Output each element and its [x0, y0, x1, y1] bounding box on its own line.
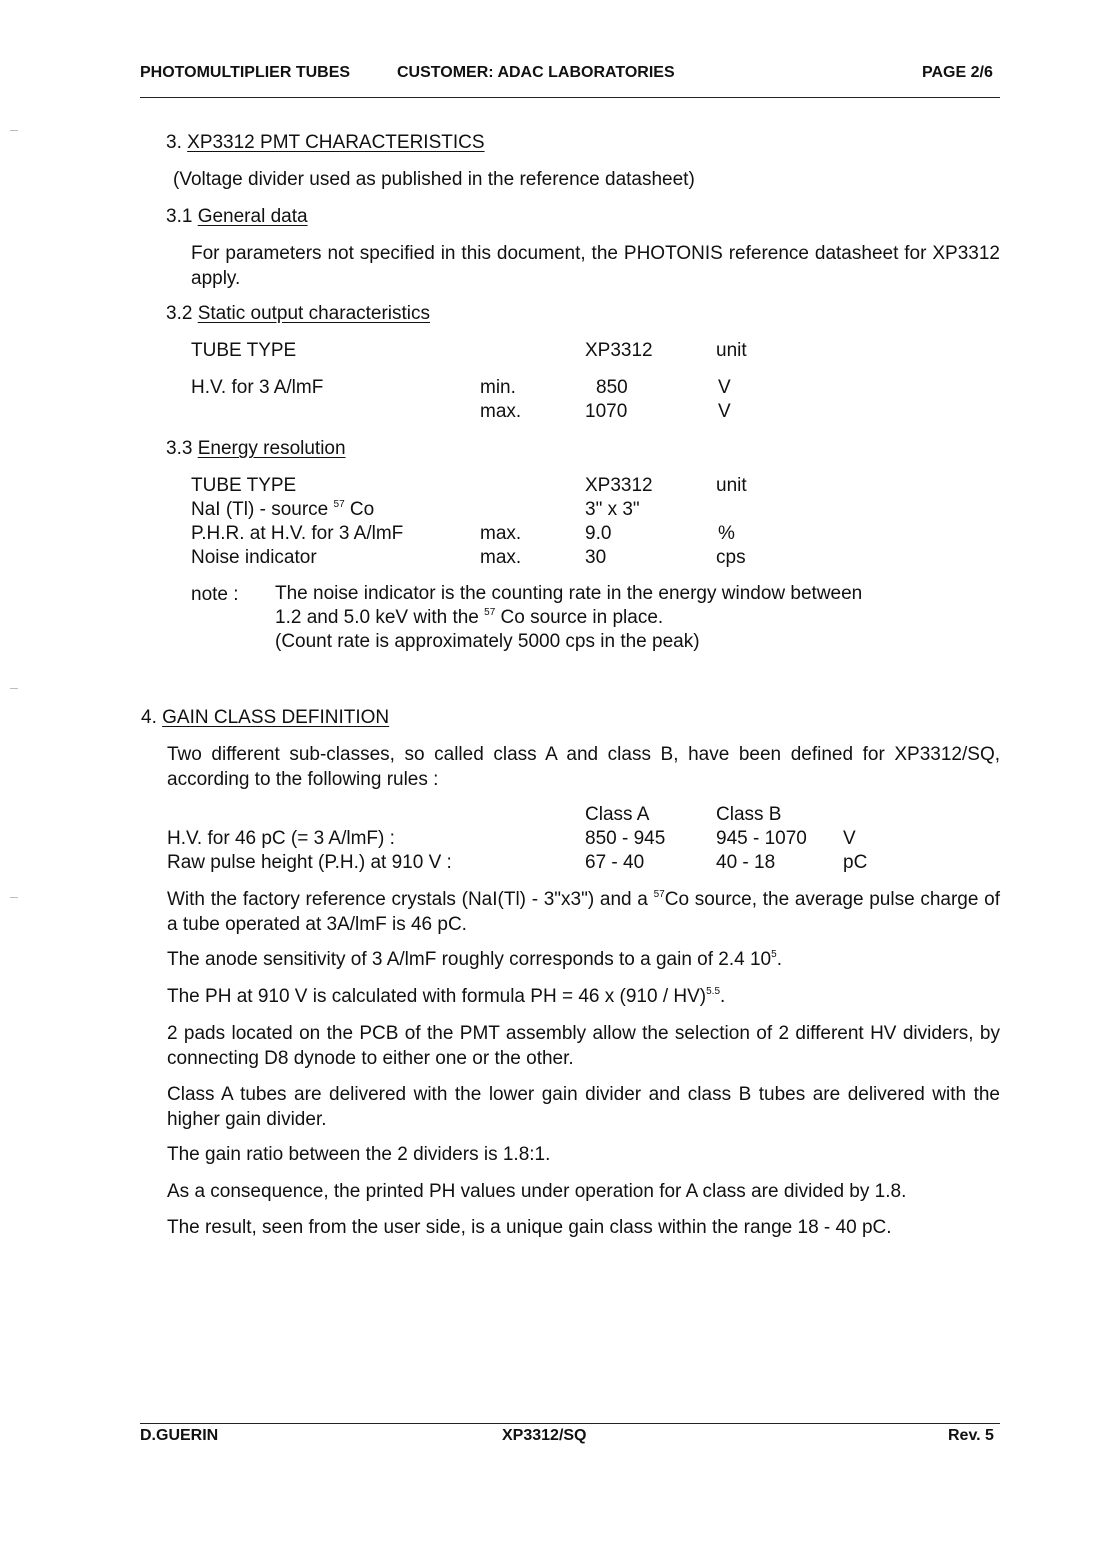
note-isotope-mass: 57: [484, 607, 496, 618]
header-customer: CUSTOMER: ADAC LABORATORIES: [397, 64, 675, 81]
phr-row-label: P.H.R. at H.V. for 3 A/lmF: [191, 523, 404, 544]
phr-value: 9.0: [585, 523, 612, 544]
section-3-2-heading: [166, 303, 430, 325]
p2-post: .: [776, 949, 782, 970]
static-table-header-unit: unit: [716, 340, 747, 361]
hv-max-unit: V: [718, 401, 731, 422]
energy-table-header-type: XP3312: [585, 475, 653, 496]
pcb-pads-paragraph: 2 pads located on the PCB of the PMT assembly allow the selection of 2 different HV dividers, by connecting D8 dynode to either one or the other.: [167, 1023, 1000, 1069]
p2-pre: The anode sensitivity of 3 A/lmF roughly corresponds to a gain of 2.4 10: [167, 949, 772, 970]
result-paragraph: The result, seen from the user side, is a unique gain class within the range 18 - 40 pC.: [167, 1217, 892, 1238]
section-3-1-title: General data: [197, 206, 308, 227]
hv-min-unit: V: [718, 377, 731, 398]
class-ph-label: Raw pulse height (P.H.) at 910 V :: [167, 852, 452, 873]
section-4-number: 4.: [141, 707, 157, 728]
header-rule: [140, 97, 1000, 98]
source-isotope-mass: 57: [333, 499, 345, 510]
p1-isotope-mass: 57: [653, 889, 665, 900]
class-divider-paragraph: Class A tubes are delivered with the lower gain divider and class B tubes are delivered with the higher gain divider.: [167, 1084, 1000, 1130]
footer-revision: Rev. 5: [948, 1427, 994, 1444]
class-a-header: Class A: [585, 804, 650, 825]
class-b-ph-range: 40 - 18: [716, 852, 776, 873]
source-row-label: [191, 499, 374, 521]
p3-pre: The PH at 910 V is calculated with formula PH = 46 x (910 / HV): [167, 986, 707, 1007]
scan-mark: [10, 688, 18, 689]
noise-row-label: Noise indicator: [191, 547, 317, 568]
source-label-pre: NaI (Tl) - source: [191, 499, 334, 520]
class-b-header: Class B: [716, 804, 782, 825]
gain-ratio-paragraph: The gain ratio between the 2 dividers is 1.8:1.: [167, 1144, 551, 1165]
noise-value: 30: [585, 547, 607, 568]
static-table-header-label: TUBE TYPE: [191, 340, 297, 361]
phr-limit: max.: [480, 523, 522, 544]
section-3-3-number: 3.3: [166, 438, 193, 459]
section-3-3-title: Energy resolution: [197, 438, 346, 459]
section-3-1-heading: [166, 206, 308, 228]
header-product-line: PHOTOMULTIPLIER TUBES: [140, 64, 351, 81]
noise-limit: max.: [480, 547, 522, 568]
anode-sensitivity-paragraph: [167, 949, 782, 971]
note-line-2-post: Co source in place.: [495, 607, 664, 628]
section-4-title: GAIN CLASS DEFINITION: [162, 707, 390, 728]
note-label: note :: [191, 584, 239, 605]
footer-author: D.GUERIN: [140, 1427, 219, 1444]
note-line-3: (Count rate is approximately 5000 cps in the peak): [275, 631, 700, 652]
hv-min-value: 850: [596, 377, 628, 398]
p3-exponent: 5.5: [706, 986, 721, 997]
source-crystal-size: 3" x 3": [585, 499, 640, 520]
noise-unit: cps: [716, 547, 746, 568]
consequence-paragraph: As a consequence, the printed PH values under operation for A class are divided by 1.8.: [167, 1181, 907, 1202]
section-4-heading: [141, 707, 389, 729]
note-line-2-pre: 1.2 and 5.0 keV with the: [275, 607, 485, 628]
section-3-heading: [166, 132, 485, 154]
section-3-2-number: 3.2: [166, 303, 193, 324]
class-hv-unit: V: [843, 828, 856, 849]
section-3-1-number: 3.1: [166, 206, 193, 227]
gain-class-intro: Two different sub-classes, so called class A and class B, have been defined for XP3312/SQ, according to the following rules :: [167, 744, 1000, 790]
ph-formula-paragraph: [167, 986, 725, 1008]
header-page-number: PAGE 2/6: [922, 64, 993, 81]
hv-row-label: H.V. for 3 A/lmF: [191, 377, 324, 398]
reference-crystal-paragraph: [167, 887, 1000, 937]
phr-unit: %: [718, 523, 735, 544]
energy-table-header-unit: unit: [716, 475, 747, 496]
p1-post: Co source, the average pulse charge of a tube operated at 3A/lmF is 46 pC.: [167, 889, 1000, 935]
section-3-subtitle: (Voltage divider used as published in the reference datasheet): [173, 169, 695, 190]
static-table-header-type: XP3312: [585, 340, 653, 361]
source-label-post: Co: [344, 499, 375, 520]
section-3-3-heading: [166, 438, 346, 460]
hv-max-limit: max.: [480, 401, 522, 422]
scan-mark: [10, 130, 18, 131]
general-data-text: For parameters not specified in this document, the PHOTONIS reference datasheet for XP3312 apply.: [191, 243, 1000, 289]
footer-document-ref: XP3312/SQ: [502, 1427, 587, 1444]
p2-exponent: 5: [771, 949, 777, 960]
hv-min-limit: min.: [480, 377, 516, 398]
p1-pre: With the factory reference crystals (NaI(Tl) - 3"x3") and a: [167, 889, 654, 910]
class-a-hv-range: 850 - 945: [585, 828, 666, 849]
note-line-1: The noise indicator is the counting rate in the energy window between: [275, 583, 863, 604]
p3-post: .: [720, 986, 726, 1007]
hv-max-value: 1070: [585, 401, 628, 422]
footer-rule: [140, 1423, 1000, 1424]
class-ph-unit: pC: [843, 852, 868, 873]
section-3-title: XP3312 PMT CHARACTERISTICS: [187, 132, 485, 153]
class-b-hv-range: 945 - 1070: [716, 828, 807, 849]
section-3-number: 3.: [166, 132, 182, 153]
class-a-ph-range: 67 - 40: [585, 852, 645, 873]
energy-table-header-label: TUBE TYPE: [191, 475, 297, 496]
class-hv-label: H.V. for 46 pC (= 3 A/lmF) :: [167, 828, 395, 849]
section-3-2-title: Static output characteristics: [197, 303, 431, 324]
scan-mark: [10, 897, 18, 898]
note-line-2: [275, 607, 663, 629]
